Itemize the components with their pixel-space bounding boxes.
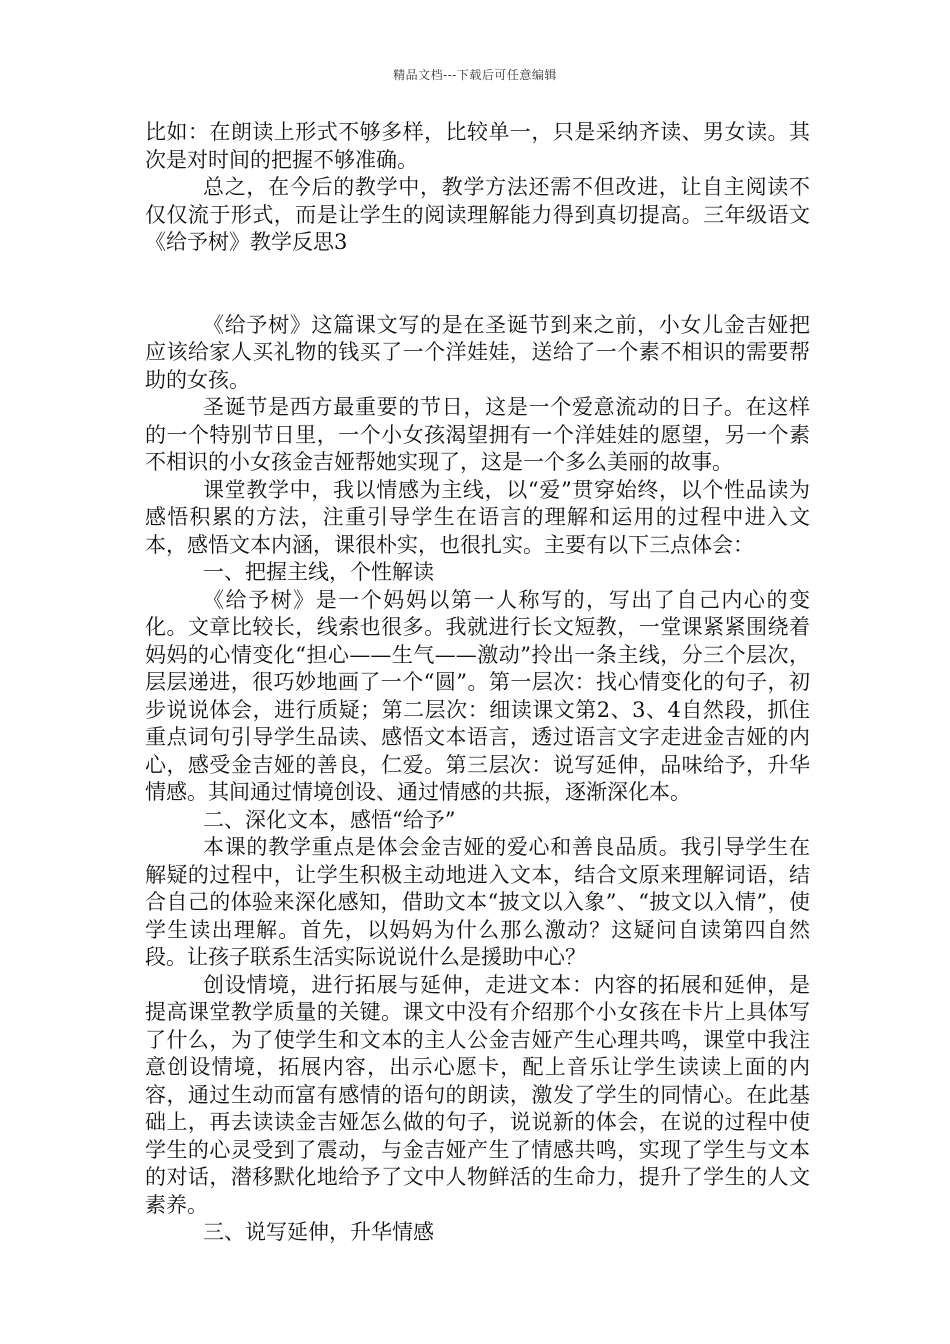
paragraph-3: 《给予树》这篇课文写的是在圣诞节到来之前，小女儿金吉娅把应该给家人买礼物的钱买了一个洋娃娃，送给了一个素不相识的需要帮助的女孩。 bbox=[145, 312, 810, 392]
paragraph-5: 课堂教学中，我以情感为主线，以“爱”贯穿始终，以个性品读为感悟积累的方法，注重引导学生在语言的理解和运用的过程中进入文本，感悟文本内涵，课很朴实，也很扎实。主要有以下三点体会： bbox=[145, 477, 810, 557]
paragraph-7: 本课的教学重点是体会金吉娅的爱心和善良品质。我引导学生在解疑的过程中，让学生积极主动地进入文本，结合文原来理解词语，结合自己的体验来深化感知，借助文本“披文以入象”、“披文以入情”，使学生读出理解。首先，以妈妈为什么那么激动？这疑问自读第四自然段。让孩子联系生活实际说说什么是援助中心？ bbox=[145, 835, 810, 969]
blank-gap bbox=[145, 257, 810, 312]
paragraph-2: 总之，在今后的教学中，教学方法还需不但改进，让自主阅读不仅仅流于形式，而是让学生的阅读理解能力得到真切提高。三年级语文《给予树》教学反思3 bbox=[145, 175, 810, 254]
document-body bbox=[145, 119, 810, 1247]
paragraph-8: 创设情境，进行拓展与延伸，走进文本：内容的拓展和延伸，是提高课堂教学质量的关键。课文中没有介绍那个小女孩在卡片上具体写了什么，为了使学生和文本的主人公金吉娅产生心理共鸣，课堂中我注意创设情境，拓展内容，出示心愿卡，配上音乐让学生读读上面的内容，通过生动而富有感情的语句的朗读，激发了学生的同情心。在此基础上，再去读读金吉娅怎么做的句子，说说新的体会，在说的过程中使学生的心灵受到了震动，与金吉娅产生了情感共鸣，实现了学生与文本的对话，潜移默化地给予了文中人物鲜活的生命力，提升了学生的人文素养。 bbox=[145, 972, 810, 1217]
section-heading-1: 一、把握主线，个性解读 bbox=[203, 560, 434, 584]
paragraph-1: 比如：在朗读上形式不够多样，比较单一，只是采纳齐读、男女读。其次是对时间的把握不够准确。 bbox=[145, 120, 810, 172]
paragraph-6: 《给予树》是一个妈妈以第一人称写的，写出了自己内心的变化。文章比较长，线索也很多。我就进行长文短教，一堂课紧紧围绕着妈妈的心情变化“担心——生气——激动”拎出一条主线，分三个层次，层层递进，很巧妙地画了一个“圆”。第一层次：找心情变化的句子，初步说说体会，进行质疑；第二层次：细读课文第2、3、4自然段，抓住重点词句引导学生品读、感悟文本语言，透过语言文字走进金吉娅的内心，感受金吉娅的善良，仁爱。第三层次：说写延伸，品味给予，升华情感。其间通过情境创设、通过情感的共振，逐渐深化本。 bbox=[145, 587, 810, 804]
paragraph-4: 圣诞节是西方最重要的节日，这是一个爱意流动的日子。在这样的一个特别节日里，一个小女孩渴望拥有一个洋娃娃的愿望，另一个素不相识的小女孩金吉娅帮她实现了，这是一个多么美丽的故事。 bbox=[145, 395, 810, 474]
page-header: 精品文档---下载后可任意编辑 bbox=[393, 68, 557, 82]
section-heading-3: 三、说写延伸，升华情感 bbox=[203, 1220, 434, 1244]
section-heading-2: 二、深化文本，感悟“给予” bbox=[203, 807, 456, 832]
